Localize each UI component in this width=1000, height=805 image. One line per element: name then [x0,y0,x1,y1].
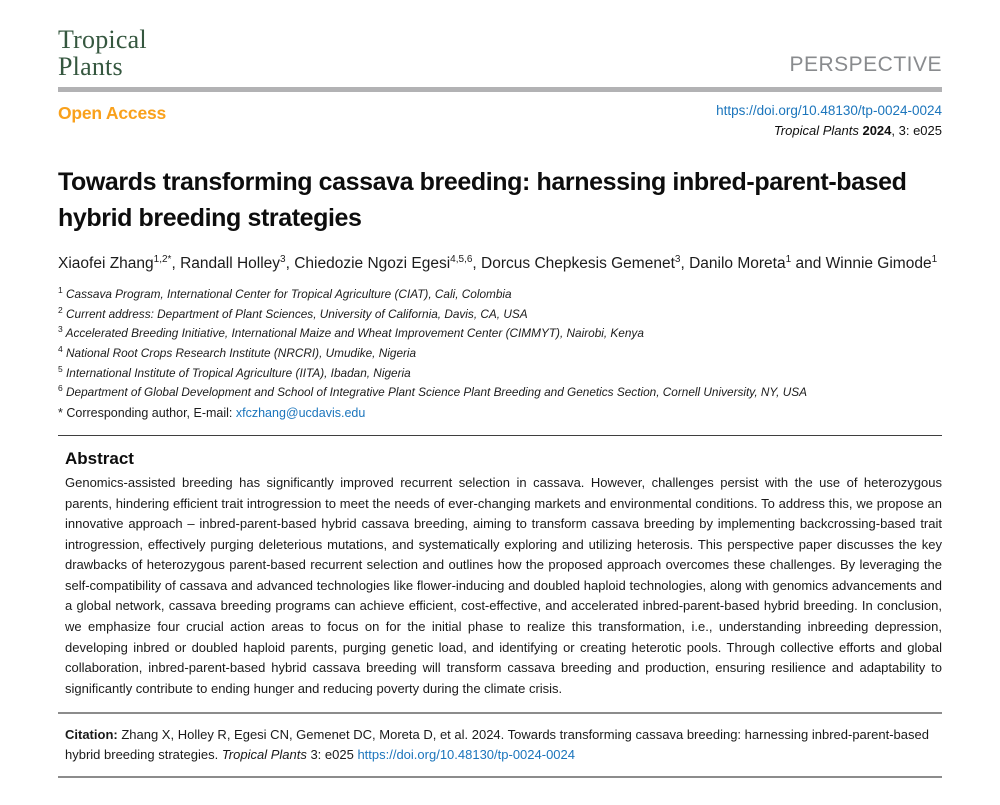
issue-year: 2024 [862,123,892,138]
article-title: Towards transforming cassava breeding: harnessing inbred-parent-based hybrid breeding strategies [58,168,907,232]
abstract-heading: Abstract [65,448,134,468]
masthead [58,26,942,80]
author: Dorcus Chepkesis Gemenet$^3$, [481,254,690,273]
citation-block [58,725,942,765]
affiliation-item: $^4$ National Root Crops Research Institute (NRCRI), Umudike, Nigeria [58,344,417,360]
affiliation-item: $^1$ Cassava Program, International Center for Tropical Agriculture (CIAT), Cali, Colombia [58,285,512,302]
author: Danilo Moreta$^1$ and [689,254,826,273]
affiliation-list [58,283,942,401]
journal-name-line2: Plants [58,52,123,81]
masthead-divider [58,87,942,92]
abstract-body: Genomics-assisted breeding has significantly improved recurrent selection in cassava. However, challenges persist with the use of heterozygous parents, hindering efficient trait introgression to meet the needs of ever-changing markets and environmental conditions. To address this, we propose an innovative approach – inbred-parent-based hybrid cassava breeding, aiming to transform cassava breeding by implementing backcrossing-based trait introgression, effectively purging deleterious mutations, and systematically exploring and utilizing heterosis. This perspective paper discusses the key drawbacks of heterozygous parent-based recurrent selection and outlines how the proposed approach overcomes these challenges. By leveraging the self-compatibility of cassava and advanced technologies like flower-inducing and doubled haploid technologies, along with genomics advancements and a global network, cassava breeding programs can achieve efficient, cost-effective, and accelerated inbred-parent-based hybrid breeding. In conclusion, we emphasize four crucial action areas to focus on for the initial phase to realize this transformation, i.e., understanding inbreeding depression, developing inbred or doubled haploid parents, purging genetic load, and identifying or creating heterotic pools. Through collective efforts and global collaboration, inbred-parent-based hybrid cassava breeding will transform cassava breeding and production, ensuring resilience and adaptability to significantly contribute to ending hunger and reducing poverty during the climate crisis. [65,474,942,696]
affiliation-item: $^6$ Department of Global Development and School of Integrative Plant Science Plant Breeding and Genetics Section, Cornell University, NY, USA [58,383,807,400]
access-row [58,103,942,138]
doi-block [716,103,942,138]
author: Winnie Gimode$^1$ [825,254,938,273]
affiliation-item: $^2$ Current address: Department of Plant Sciences, University of California, Davis, CA, USA [58,304,528,321]
abstract-top-rule [58,435,942,436]
corresponding-author-line [58,406,942,420]
author: Xiaofei Zhang$^{1,2*}$, [58,254,181,273]
doi-link[interactable]: https://doi.org/10.48130/tp-0024-0024 [716,103,942,118]
issue-rest: , 3: e025 [891,123,942,138]
author: Chiedozie Ngozi Egesi$^{4,5,6}$, [294,254,482,273]
open-access-badge: Open Access [58,103,167,123]
corresponding-email-link[interactable]: xfczhang@ucdavis.edu [235,405,366,420]
citation-label: Citation: [65,727,118,743]
citation-text-after: 3: e025 [306,747,358,763]
citation-journal-name: Tropical Plants [221,747,307,763]
abstract-section [58,449,942,700]
citation-text-before: Zhang X, Holley R, Egesi CN, Gemenet DC, Moreta D, et al. 2024. Towards transforming cassava breeding: harnessing inbred-parent-based hybrid breeding strategies. [65,727,929,763]
citation-top-rule [58,712,942,714]
journal-name-line1: Tropical [58,25,147,54]
journal-logo [58,26,147,80]
affiliation-item: $^3$ Accelerated Breeding Initiative, International Maize and Wheat Improvement Center (CIMMYT), Nairobi, Kenya [58,324,644,341]
article-type-label: PERSPECTIVE [789,53,942,76]
bottom-rule [58,776,942,778]
issue-journal-name: Tropical Plants [773,123,859,138]
affiliation-item: $^5$ International Institute of Tropical Agriculture (IITA), Ibadan, Nigeria [58,363,411,380]
issue-line [716,123,942,138]
citation-doi-link[interactable]: https://doi.org/10.48130/tp-0024-0024 [357,747,575,763]
corresponding-prefix: * Corresponding author, E-mail: [58,405,236,420]
author-list [58,249,942,274]
author: Randall Holley$^3$, [180,254,295,273]
